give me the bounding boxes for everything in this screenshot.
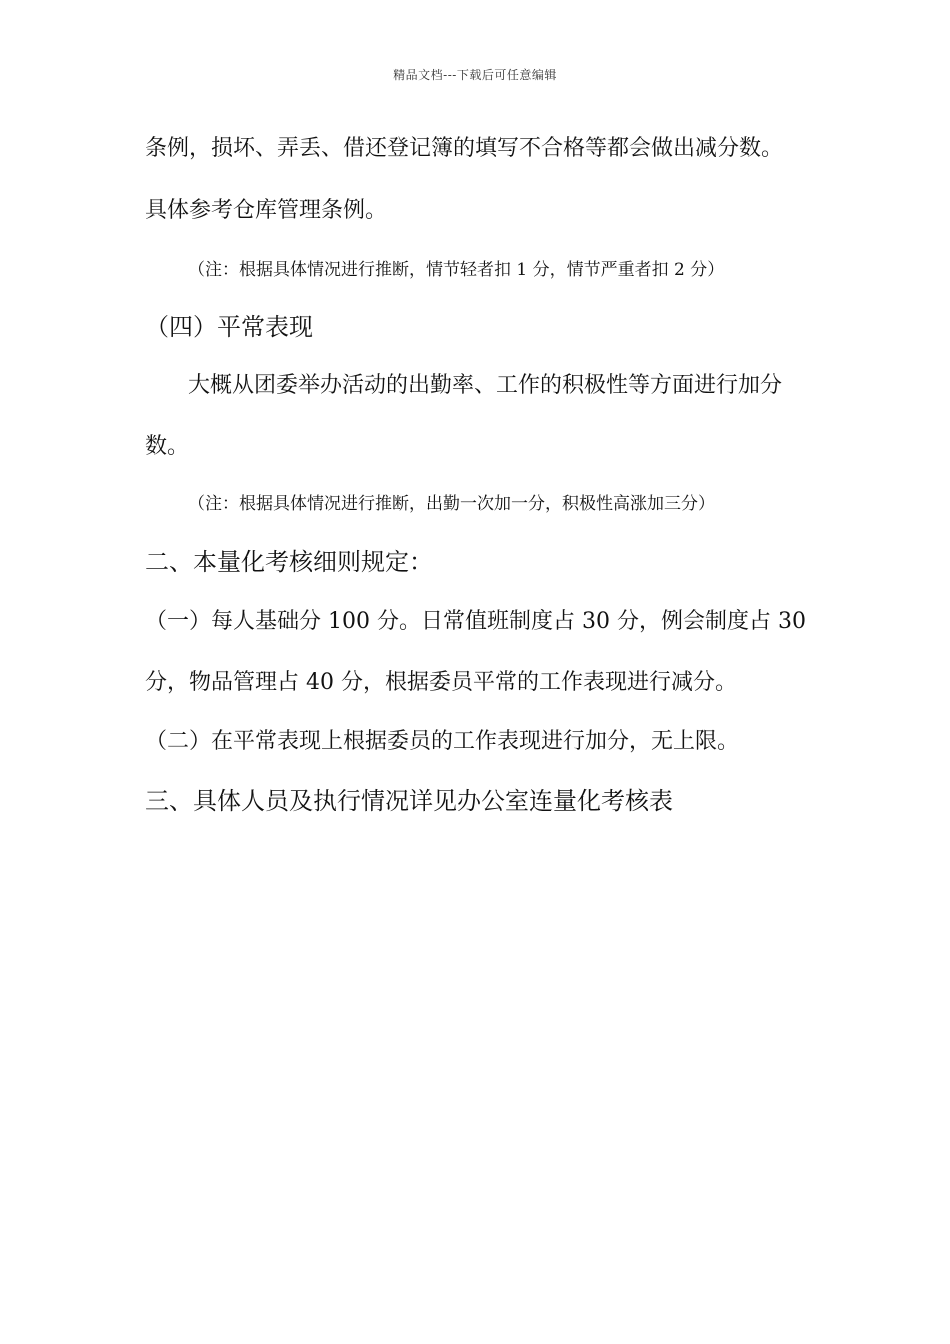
part-heading: 三、具体人员及执行情况详见办公室连量化考核表 — [145, 787, 673, 815]
list-item-line: 分，物品管理占 40 分，根据委员平常的工作表现进行减分。 — [145, 670, 737, 695]
section-heading: （四）平常表现 — [145, 313, 313, 341]
part-heading: 二、本量化考核细则规定： — [145, 548, 433, 576]
paragraph-line: 具体参考仓库管理条例。 — [145, 198, 388, 223]
note-line: （注：根据具体情况进行推断，情节轻者扣 1 分，情节严重者扣 2 分） — [188, 260, 725, 280]
paragraph-line: 条例，损坏、弄丢、借还登记簿的填写不合格等都会做出减分数。 — [145, 136, 784, 161]
list-item-line: （一）每人基础分 100 分。日常值班制度占 30 分，例会制度占 30 — [145, 609, 806, 634]
paragraph-line: 大概从团委举办活动的出勤率、工作的积极性等方面进行加分 — [188, 373, 783, 398]
paragraph-line: 数。 — [145, 434, 190, 459]
note-line: （注：根据具体情况进行推断，出勤一次加一分，积极性高涨加三分） — [188, 494, 715, 514]
list-item-line: （二）在平常表现上根据委员的工作表现进行加分，无上限。 — [145, 729, 740, 754]
page-header: 精品文档---下载后可任意编辑 — [393, 68, 557, 82]
